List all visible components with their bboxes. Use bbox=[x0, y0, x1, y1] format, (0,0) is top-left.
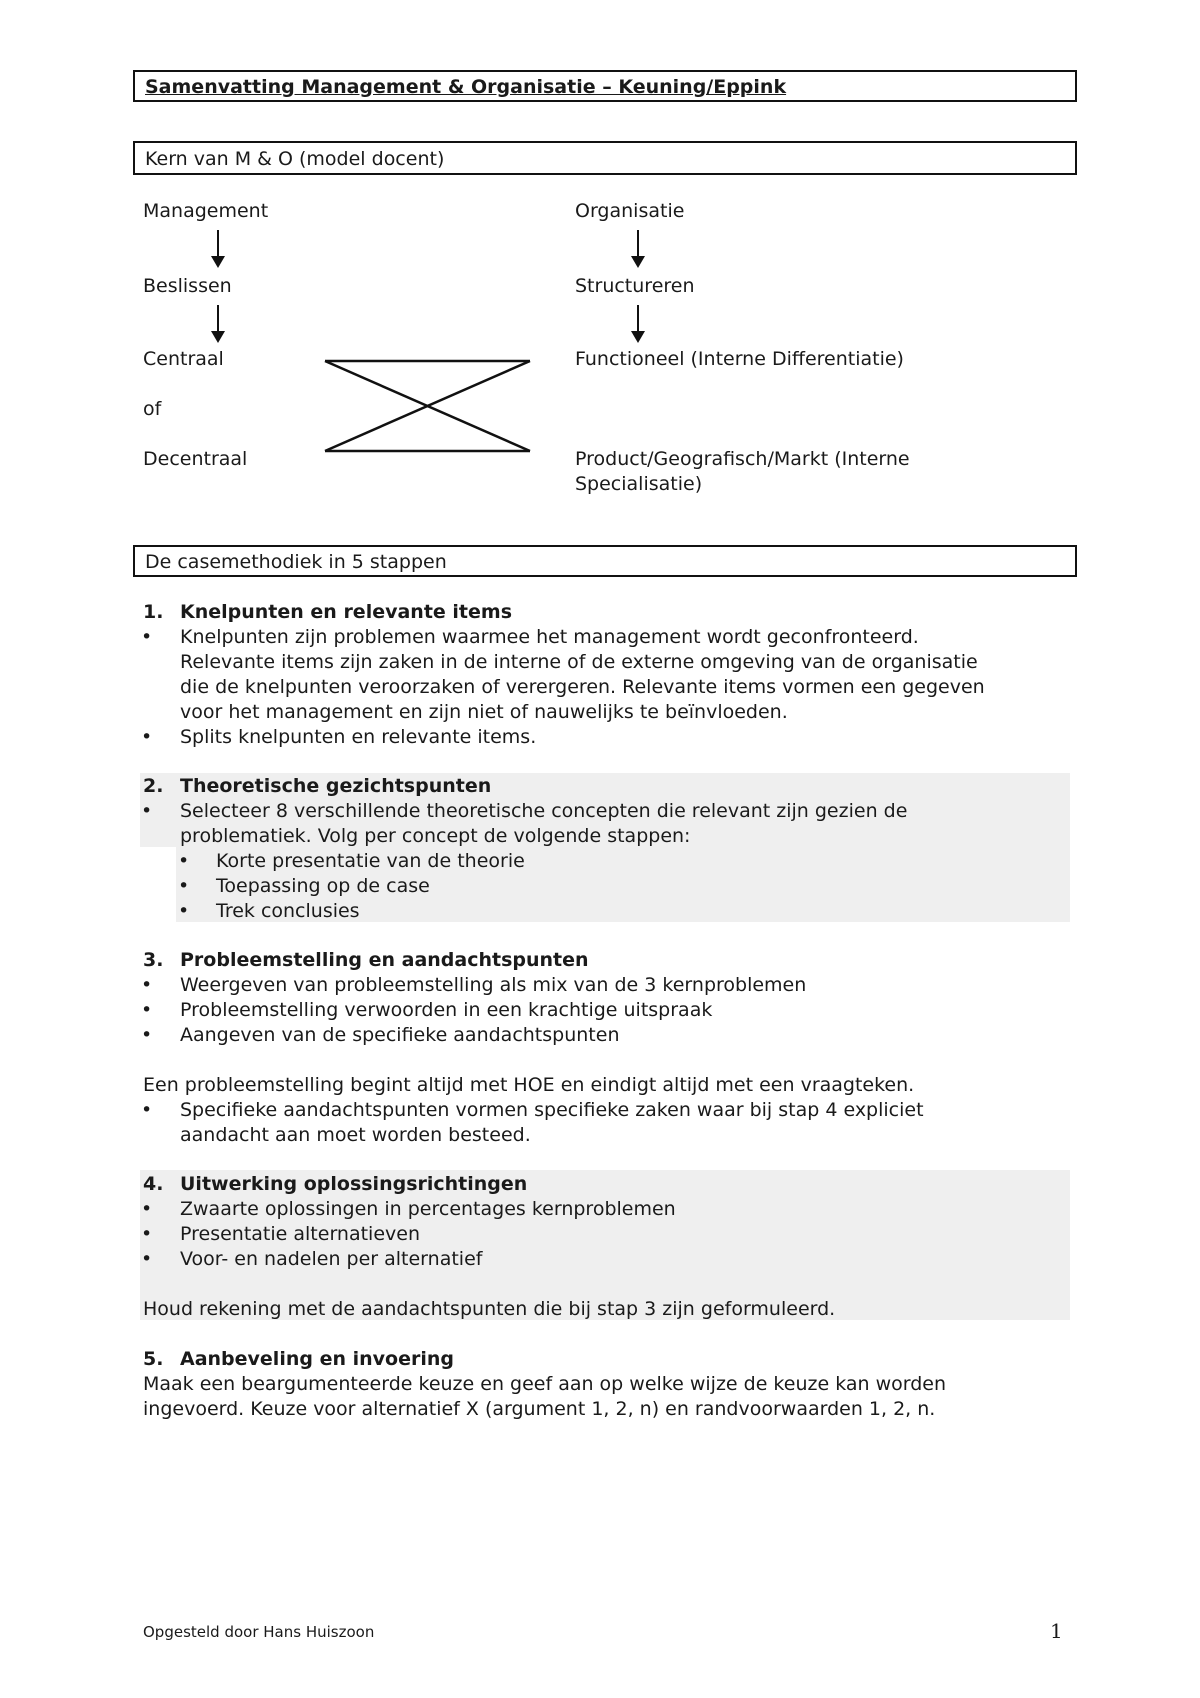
step3-text: Weergeven van probleemstelling als mix van de 3 kernproblemen bbox=[180, 974, 807, 996]
step4-text: Presentatie alternatieven bbox=[180, 1223, 421, 1245]
step-title: Theoretische gezichtspunten bbox=[180, 775, 492, 797]
step-number: 4. bbox=[143, 1173, 164, 1195]
label-specialisatie: Specialisatie) bbox=[575, 473, 703, 495]
arrow-down-icon bbox=[637, 230, 639, 258]
step-title: Uitwerking oplossingsrichtingen bbox=[180, 1173, 528, 1195]
step3-text: Specifieke aandachtspunten vormen specifieke zaken waar bij stap 4 expliciet bbox=[180, 1099, 924, 1121]
cross-connector-diagram bbox=[320, 355, 535, 455]
arrow-down-icon bbox=[637, 305, 639, 333]
label-product-geografisch: Product/Geografisch/Markt (Interne bbox=[575, 448, 910, 470]
label-structureren: Structureren bbox=[575, 275, 695, 297]
methodiek-heading: De casemethodiek in 5 stappen bbox=[145, 551, 447, 573]
step1-text: Relevante items zijn zaken in de interne of de externe omgeving van de organisatie bbox=[180, 651, 978, 673]
bullet-icon: • bbox=[141, 726, 153, 748]
page-number: 1 bbox=[1050, 1619, 1063, 1643]
bullet-icon: • bbox=[178, 875, 190, 897]
arrow-down-icon bbox=[217, 305, 219, 333]
label-organisatie: Organisatie bbox=[575, 200, 685, 222]
step3-text: aandacht aan moet worden besteed. bbox=[180, 1124, 531, 1146]
step2-subitem: Trek conclusies bbox=[216, 900, 360, 922]
bullet-icon: • bbox=[141, 1024, 153, 1046]
step1-text: voor het management en zijn niet of nauwelijks te beïnvloeden. bbox=[180, 701, 788, 723]
step-title: Aanbeveling en invoering bbox=[180, 1348, 454, 1370]
step5-paragraph: Maak een beargumenteerde keuze en geef aan op welke wijze de keuze kan worden bbox=[143, 1373, 947, 1395]
step-title: Probleemstelling en aandachtspunten bbox=[180, 949, 589, 971]
step2-subitem: Korte presentatie van de theorie bbox=[216, 850, 525, 872]
step-number: 3. bbox=[143, 949, 164, 971]
bullet-icon: • bbox=[178, 850, 190, 872]
step2-text: Selecteer 8 verschillende theoretische concepten die relevant zijn gezien de bbox=[180, 800, 908, 822]
bullet-icon: • bbox=[141, 974, 153, 996]
step3-paragraph: Een probleemstelling begint altijd met HOE en eindigt altijd met een vraagteken. bbox=[143, 1074, 915, 1096]
step-number: 2. bbox=[143, 775, 164, 797]
kern-heading: Kern van M & O (model docent) bbox=[145, 148, 445, 170]
bullet-icon: • bbox=[141, 1198, 153, 1220]
kern-heading-box bbox=[133, 141, 1077, 175]
step-number: 5. bbox=[143, 1348, 164, 1370]
footer-author: Opgesteld door Hans Huiszoon bbox=[143, 1623, 375, 1641]
label-beslissen: Beslissen bbox=[143, 275, 232, 297]
label-of: of bbox=[143, 398, 162, 420]
step1-text: Knelpunten zijn problemen waarmee het management wordt geconfronteerd. bbox=[180, 626, 919, 648]
bullet-icon: • bbox=[141, 1099, 153, 1121]
step1-text: die de knelpunten veroorzaken of verergeren. Relevante items vormen een gegeven bbox=[180, 676, 985, 698]
bullet-icon: • bbox=[141, 1248, 153, 1270]
bullet-icon: • bbox=[141, 626, 153, 648]
step5-paragraph: ingevoerd. Keuze voor alternatief X (argument 1, 2, n) en randvoorwaarden 1, 2, n. bbox=[143, 1398, 936, 1420]
bullet-icon: • bbox=[141, 999, 153, 1021]
step4-text: Zwaarte oplossingen in percentages kernproblemen bbox=[180, 1198, 676, 1220]
step-title: Knelpunten en relevante items bbox=[180, 601, 512, 623]
step3-text: Probleemstelling verwoorden in een krachtige uitspraak bbox=[180, 999, 713, 1021]
bullet-icon: • bbox=[141, 800, 153, 822]
step3-text: Aangeven van de specifieke aandachtspunten bbox=[180, 1024, 620, 1046]
step2-text: problematiek. Volg per concept de volgende stappen: bbox=[180, 825, 691, 847]
step1-text: Splits knelpunten en relevante items. bbox=[180, 726, 537, 748]
document-title: Samenvatting Management & Organisatie – Keuning/Eppink bbox=[145, 76, 787, 98]
step4-paragraph: Houd rekening met de aandachtspunten die bij stap 3 zijn geformuleerd. bbox=[143, 1298, 836, 1320]
methodiek-heading-box bbox=[133, 545, 1077, 577]
label-decentraal: Decentraal bbox=[143, 448, 248, 470]
label-centraal: Centraal bbox=[143, 348, 224, 370]
label-functioneel: Functioneel (Interne Differentiatie) bbox=[575, 348, 904, 370]
document-title-box bbox=[133, 70, 1077, 102]
step2-subitem: Toepassing op de case bbox=[216, 875, 430, 897]
step4-text: Voor- en nadelen per alternatief bbox=[180, 1248, 483, 1270]
step-number: 1. bbox=[143, 601, 164, 623]
arrow-down-icon bbox=[217, 230, 219, 258]
bullet-icon: • bbox=[141, 1223, 153, 1245]
bullet-icon: • bbox=[178, 900, 190, 922]
label-management: Management bbox=[143, 200, 269, 222]
